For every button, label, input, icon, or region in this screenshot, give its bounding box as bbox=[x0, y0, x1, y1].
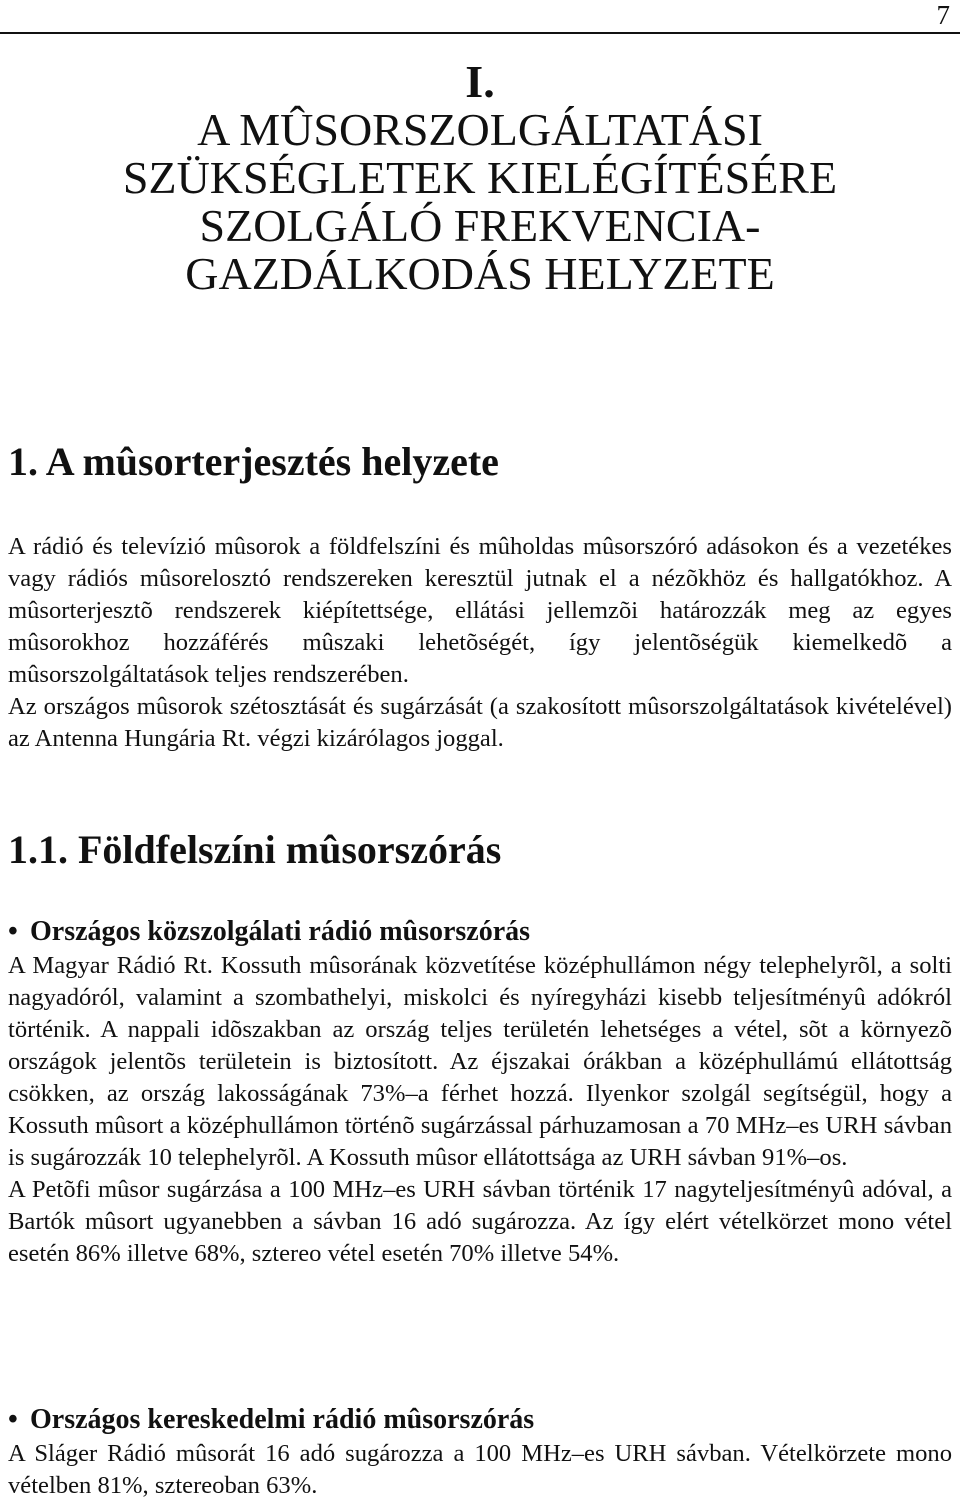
paragraph: A rádió és televízió mûsorok a földfelszíni és mûholdas mûsorszóró adásokon és a vezetékes vagy rádiós mûsorelosztó rendszereken keresztül jutnak el a nézõkhöz és hallgatókhoz. A mûsorterjesztõ rendszerek kiépítettsége, ellátási jellemzõi határozzák meg az egyes mûsorokhoz hozzáférés mûszaki lehetõségét, így jelentõségük kiemelkedõ a mûsorszolgáltatások teljes rendszerében. bbox=[8, 533, 952, 688]
bullet-marker: • bbox=[8, 916, 18, 947]
bullet-marker: • bbox=[8, 1404, 18, 1435]
chapter-heading bbox=[0, 58, 960, 298]
chapter-title-line-1: A MÛSORSZOLGÁLTATÁSI bbox=[197, 104, 763, 155]
bullet-title: Országos kereskedelmi rádió mûsorszórás bbox=[30, 1404, 535, 1435]
chapter-title-line-2: SZÜKSÉGLETEK KIELÉGÍTÉSÉRE bbox=[122, 152, 838, 203]
section-heading-1-1: 1.1. Földfelszíni mûsorszórás bbox=[8, 827, 502, 872]
chapter-number: I. bbox=[465, 56, 495, 107]
bullet-title: Országos közszolgálati rádió mûsorszórás bbox=[30, 916, 531, 947]
paragraph: Az országos mûsorok szétosztását és sugárzását (a szakosított mûsorszolgáltatások kivételével) az Antenna Hungária Rt. végzi kizárólagos joggal. bbox=[8, 693, 952, 752]
section-heading-1: 1. A mûsorterjesztés helyzete bbox=[8, 439, 499, 484]
public-radio-body bbox=[8, 950, 952, 1270]
header-rule bbox=[0, 32, 960, 34]
chapter-title-line-3: SZOLGÁLÓ FREKVENCIA- bbox=[199, 200, 761, 251]
paragraph: A Sláger Rádió mûsorát 16 adó sugározza a 100 MHz–es URH sávban. Vételkörzete mono vételben 81%, sztereoban 63%. bbox=[8, 1440, 952, 1499]
section-1-body bbox=[8, 531, 952, 755]
paragraph: A Magyar Rádió Rt. Kossuth mûsorának közvetítése középhullámon négy telephelyrõl, a solti nagyadóról, valamint a szombathelyi, miskolci és nyíregyházi kisebb teljesítményû adókról történik. A nappali idõszakban az ország teljes területén lehetséges a vétel, sõt a környezõ országok jelentõs területein is biztosított. Az éjszakai órákban a középhullámú ellátottság csökken, az ország lakosságának 73%–a férhet hozzá. Ilyenkor szolgál segítségül, hogy a Kossuth mûsort a középhullámon történõ sugárzással párhuzamosan a 70 MHz–es URH sávban is sugározzák 10 telephelyrõl. A Kossuth mûsor ellátottsága az URH sávban 91%–os. bbox=[8, 952, 952, 1171]
commercial-radio-body bbox=[8, 1438, 952, 1502]
paragraph: A Petõfi mûsor sugárzása a 100 MHz–es URH sávban történik 17 nagyteljesítményû adóval, a Bartók mûsort ugyanebben a sávban 16 adó sugározza. Az így elért vételkörzet mono vétel esetén 86% illetve 68%, sztereo vétel esetén 70% illetve 54%. bbox=[8, 1176, 952, 1267]
page-number: 7 bbox=[936, 0, 950, 30]
bullet-heading-public-radio bbox=[8, 915, 530, 949]
bullet-heading-commercial-radio bbox=[8, 1403, 534, 1437]
chapter-title-line-4: GAZDÁLKODÁS HELYZETE bbox=[185, 248, 775, 299]
